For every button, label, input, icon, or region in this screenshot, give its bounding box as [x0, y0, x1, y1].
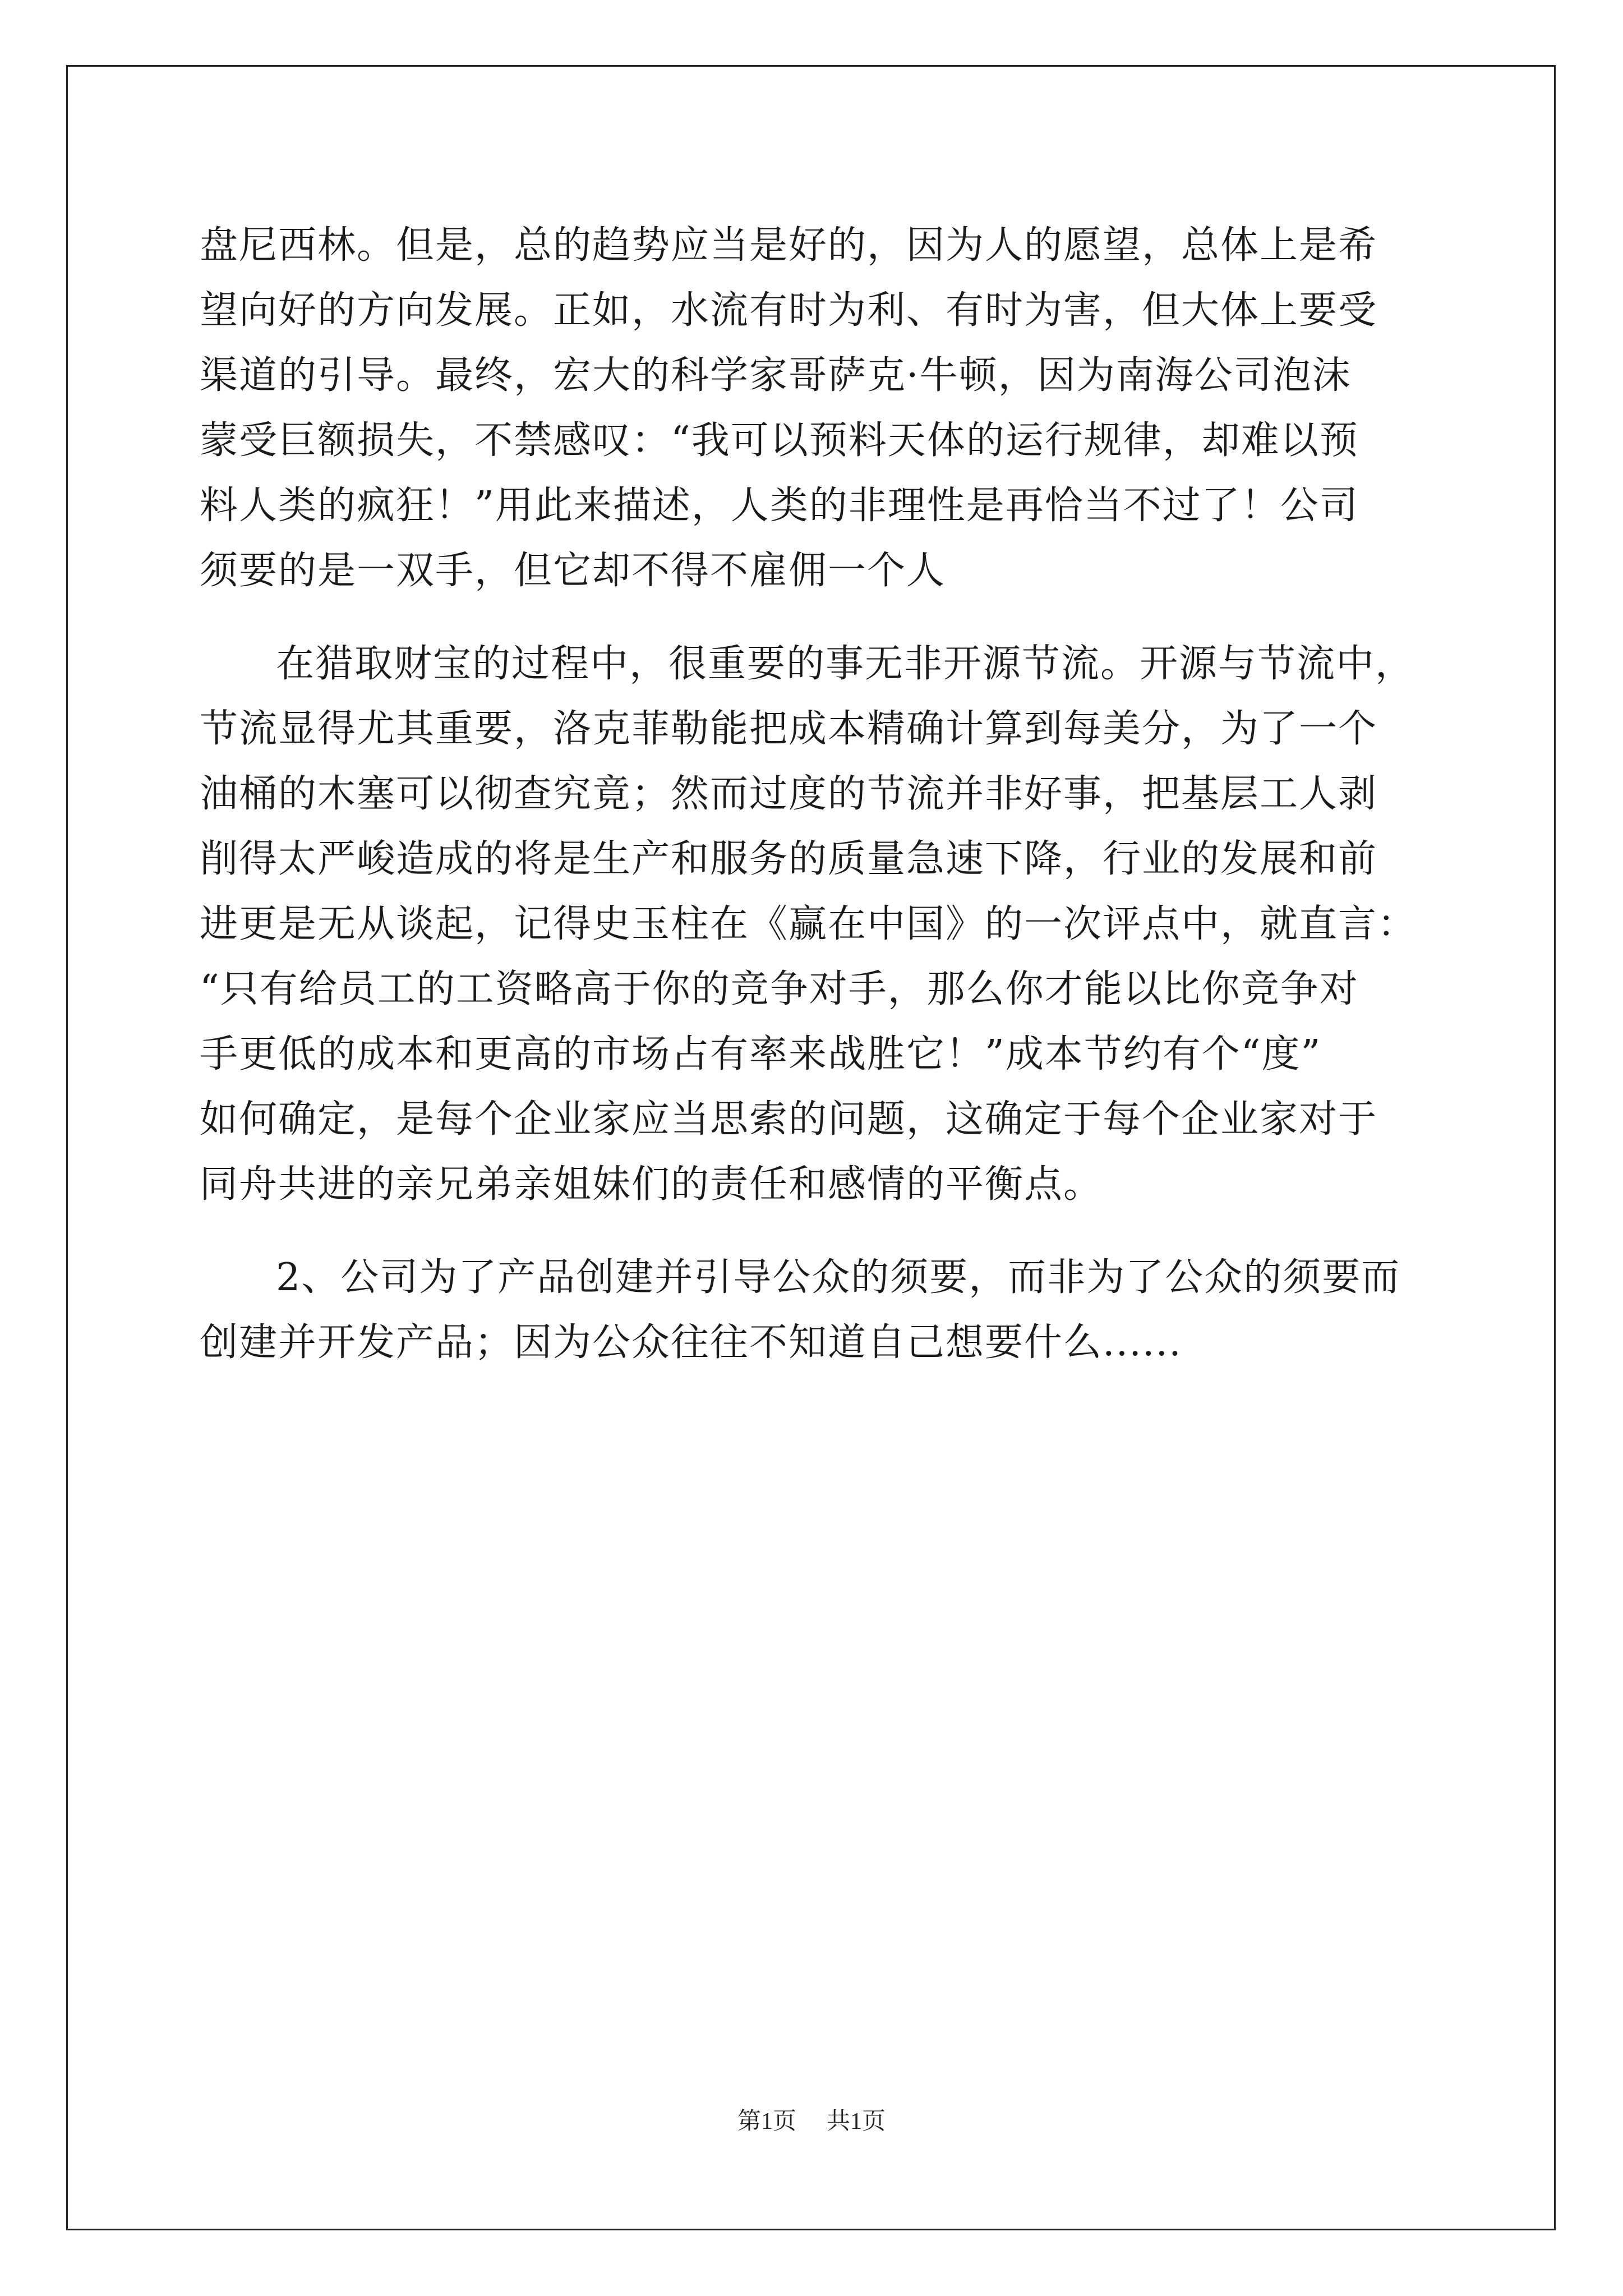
- text-line: 油桶的木塞可以彻查究竟；然而过度的节流并非好事，把基层工人剥: [200, 772, 1378, 816]
- text-line: 手更低的成本和更高的市场占有率来战胜它！”成本节约有个“度”: [200, 1032, 1322, 1076]
- paragraph-gap: [200, 1217, 1461, 1245]
- text-line: 蒙受巨额损失，不禁感叹：“我可以预料天体的运行规律，却难以预: [200, 418, 1359, 463]
- page-number: 第1页: [737, 2109, 796, 2134]
- text-line: 2、公司为了产品创建并引导公众的须要，而非为了公众的须要而: [276, 1255, 1401, 1300]
- text-line: 料人类的疯狂！”用此来描述，人类的非理性是再恰当不过了！公司: [200, 484, 1359, 528]
- page-footer: [0, 2102, 1623, 2136]
- text-line: 在猎取财宝的过程中，很重要的事无非开源节流。开源与节流中，: [276, 642, 1415, 686]
- text-line: 进更是无从谈起，记得史玉柱在《赢在中国》的一次评点中，就直言：: [200, 902, 1417, 946]
- document-body: [200, 213, 1461, 1375]
- text-line: 同舟共进的亲兄弟亲姐妹们的责任和感情的平衡点。: [200, 1162, 1103, 1207]
- paragraph-gap: [200, 604, 1461, 632]
- text-line: 望向好的方向发展。正如，水流有时为利、有时为害，但大体上要受: [200, 288, 1378, 333]
- text-line: “只有给员工的工资略高于你的竞争对手，那么你才能以比你竞争对: [200, 967, 1359, 1011]
- page-total: 共1页: [827, 2109, 886, 2134]
- text-line: 削得太严峻造成的将是生产和服务的质量急速下降，行业的发展和前: [200, 837, 1378, 881]
- text-line: 节流显得尤其重要，洛克菲勒能把成本精确计算到每美分，为了一个: [200, 707, 1378, 751]
- text-line: 如何确定，是每个企业家应当思索的问题，这确定于每个企业家对于: [200, 1097, 1378, 1142]
- text-line: 创建并开发产品；因为公众往往不知道自己想要什么......: [200, 1320, 1182, 1365]
- text-line: 须要的是一双手，但它却不得不雇佣一个人: [200, 549, 946, 593]
- text-line: 盘尼西林。但是，总的趋势应当是好的，因为人的愿望，总体上是希: [200, 223, 1378, 268]
- text-line: 渠道的引导。最终，宏大的科学家哥萨克·牛顿，因为南海公司泡沫: [200, 353, 1352, 398]
